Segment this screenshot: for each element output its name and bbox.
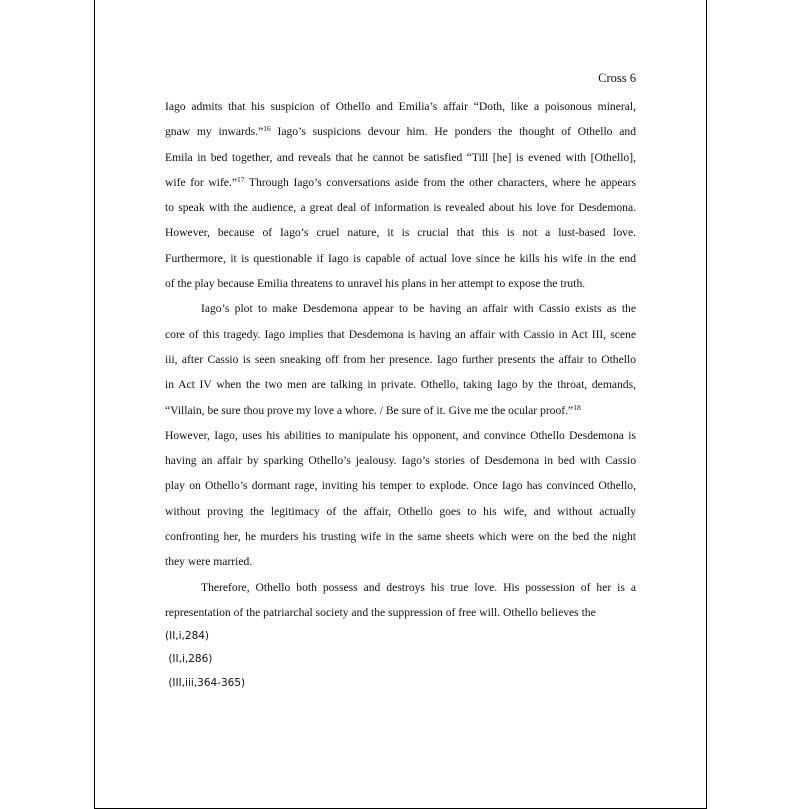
text-span: “Villain, be sure thou prove my love a whore. / Be sure of it. Give me the ocular proof.”: [165, 403, 574, 417]
text-line: [165, 398, 636, 423]
paragraph: [165, 575, 636, 626]
text-line: However, because of Iago’s cruel nature, it is crucial that this is not a lust-based love.: [165, 226, 636, 240]
text-line: However, Iago, uses his abilities to manipulate his opponent, and convince Othello Desdemona is: [165, 428, 636, 442]
footnote-marker: 18: [573, 402, 581, 412]
text-line: having an affair by sparking Othello’s jealousy. Iago’s stories of Desdemona in bed with Cassio: [165, 454, 636, 468]
text-line: [165, 119, 636, 144]
text-line: confronting her, he murders his trusting wife in the same sheets which were on the bed the night: [165, 530, 636, 544]
text-line: Emila in bed together, and reveals that he cannot be satisfied “Till [he] is evened with [Othello],: [165, 150, 636, 164]
citation-item: (II,i,284): [165, 630, 210, 642]
text-span: gnaw my inwards.”: [165, 125, 264, 139]
text-line: Furthermore, it is questionable if Iago is capable of actual love since he kills his wife in the end: [165, 251, 636, 265]
text-line: of the play because Emilia threatens to unravel his plans in her attempt to expose the truth.: [165, 277, 586, 291]
text-line: iii, after Cassio is seen sneaking off from her presence. Iago further presents the affair to Othello: [165, 352, 636, 366]
text-span: Iago’s suspicions devour him. He ponders the thought of Othello and: [270, 125, 636, 139]
text-line: without proving the legitimacy of the affair, Othello goes to his wife, and without actually: [165, 504, 636, 518]
text-line: core of this tragedy. Iago implies that Desdemona is having an affair with Cassio in Act III, scene: [165, 327, 636, 341]
text-line: they were married.: [165, 555, 253, 569]
running-head: Cross 6: [598, 71, 636, 85]
citation-item: (III,iii,364-365): [165, 676, 246, 689]
text-line: Iago’s plot to make Desdemona appear to be having an affair with Cassio exists as the: [201, 302, 636, 316]
text-span: Through Iago’s conversations aside from the other characters, where he appears: [244, 175, 637, 189]
text-line: to speak with the audience, a great deal of information is revealed about his love for Desdemona.: [165, 201, 636, 215]
text-line: [165, 170, 636, 195]
paragraph: [165, 94, 636, 296]
body-text: [165, 94, 636, 625]
text-line: in Act IV when the two men are talking in private. Othello, taking Iago by the throat, demands,: [165, 378, 636, 392]
citation-item: (II,i,286): [165, 653, 213, 666]
paragraph: [165, 296, 636, 574]
text-line: play on Othello’s dormant rage, inviting his temper to explode. Once Iago has convinced Othello,: [165, 479, 636, 493]
footnote-marker: 17: [237, 174, 245, 184]
footnote-marker: 16: [263, 124, 271, 134]
text-span: wife for wife.”: [165, 175, 238, 189]
text-line: Therefore, Othello both possess and destroys his true love. His possession of her is a: [201, 580, 636, 594]
text-line: Iago admits that his suspicion of Othello and Emilia’s affair “Doth, like a poisonous mineral,: [165, 100, 636, 113]
citation-list: [165, 625, 245, 695]
text-line: representation of the patriarchal society and the suppression of free will. Othello believes the: [165, 605, 596, 619]
